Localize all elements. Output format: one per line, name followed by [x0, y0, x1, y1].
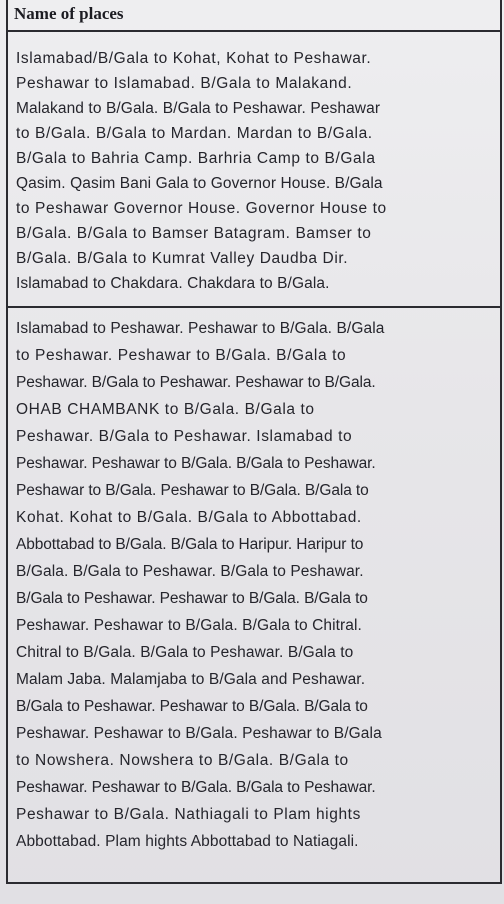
- table-cell-line: Peshawar. B/Gala to Peshawar. Islamabad to: [16, 428, 353, 445]
- table-cell-line: Peshawar. Peshawar to B/Gala. B/Gala to Peshawar.: [16, 779, 376, 796]
- table-cell-line: to Nowshera. Nowshera to B/Gala. B/Gala to: [16, 752, 349, 769]
- table-cell-line: B/Gala to Bahria Camp. Barhria Camp to B/Gala: [16, 150, 376, 167]
- table-cell-line: B/Gala to Peshawar. Peshawar to B/Gala. B/Gala to: [16, 590, 368, 607]
- table-cell-line: Chitral to B/Gala. B/Gala to Peshawar. B/Gala to: [16, 644, 354, 661]
- table-cell-line: Abbottabad to B/Gala. B/Gala to Haripur. Haripur to: [16, 536, 364, 553]
- table-cell-line: OHAB CHAMBANK to B/Gala. B/Gala to: [16, 401, 315, 418]
- table-row: [8, 318, 500, 884]
- table-cell-line: Kohat. Kohat to B/Gala. B/Gala to Abbottabad.: [16, 509, 362, 526]
- table-cell-line: Peshawar to B/Gala. Peshawar to B/Gala. B/Gala to: [16, 482, 369, 499]
- table-cell-line: to Peshawar Governor House. Governor House to: [16, 200, 387, 217]
- table-cell-line: Peshawar to Islamabad. B/Gala to Malakand.: [16, 75, 353, 92]
- table-cell-line: Qasim. Qasim Bani Gala to Governor House. B/Gala: [16, 175, 383, 192]
- table-cell-line: Islamabad to Chakdara. Chakdara to B/Gala.: [16, 275, 330, 292]
- table-cell-line: B/Gala to Peshawar. Peshawar to B/Gala. B/Gala to: [16, 698, 368, 715]
- table-cell-line: to B/Gala. B/Gala to Mardan. Mardan to B/Gala.: [16, 125, 373, 142]
- table-cell-line: Peshawar. Peshawar to B/Gala. Peshawar to B/Gala: [16, 725, 382, 742]
- table-cell-line: Islamabad/B/Gala to Kohat, Kohat to Peshawar.: [16, 50, 372, 67]
- table-cell-line: B/Gala. B/Gala to Kumrat Valley Daudba Dir.: [16, 250, 349, 267]
- table-cell-line: Malakand to B/Gala. B/Gala to Peshawar. Peshawar: [16, 100, 381, 117]
- table-row: [8, 48, 500, 308]
- table-cell-line: Abbottabad. Plam hights Abbottabad to Natiagali.: [16, 833, 359, 850]
- table-cell-line: Peshawar to B/Gala. Nathiagali to Plam hights: [16, 806, 361, 823]
- table-cell-line: B/Gala. B/Gala to Peshawar. B/Gala to Peshawar.: [16, 563, 364, 580]
- table-cell-line: to Peshawar. Peshawar to B/Gala. B/Gala to: [16, 347, 347, 364]
- places-table: [6, 0, 502, 884]
- column-header-name-of-places: Name of places: [14, 4, 124, 23]
- table-cell-line: Peshawar. B/Gala to Peshawar. Peshawar to B/Gala.: [16, 374, 376, 391]
- table-cell-line: Peshawar. Peshawar to B/Gala. B/Gala to Peshawar.: [16, 455, 376, 472]
- table-cell-line: B/Gala. B/Gala to Bamser Batagram. Bamser to: [16, 225, 372, 242]
- table-cell-line: Islamabad to Peshawar. Peshawar to B/Gala. B/Gala: [16, 320, 385, 337]
- table-cell-line: Peshawar. Peshawar to B/Gala. B/Gala to Chitral.: [16, 617, 362, 634]
- table-cell-line: Malam Jaba. Malamjaba to B/Gala and Peshawar.: [16, 671, 366, 688]
- table-header-row: [8, 0, 500, 32]
